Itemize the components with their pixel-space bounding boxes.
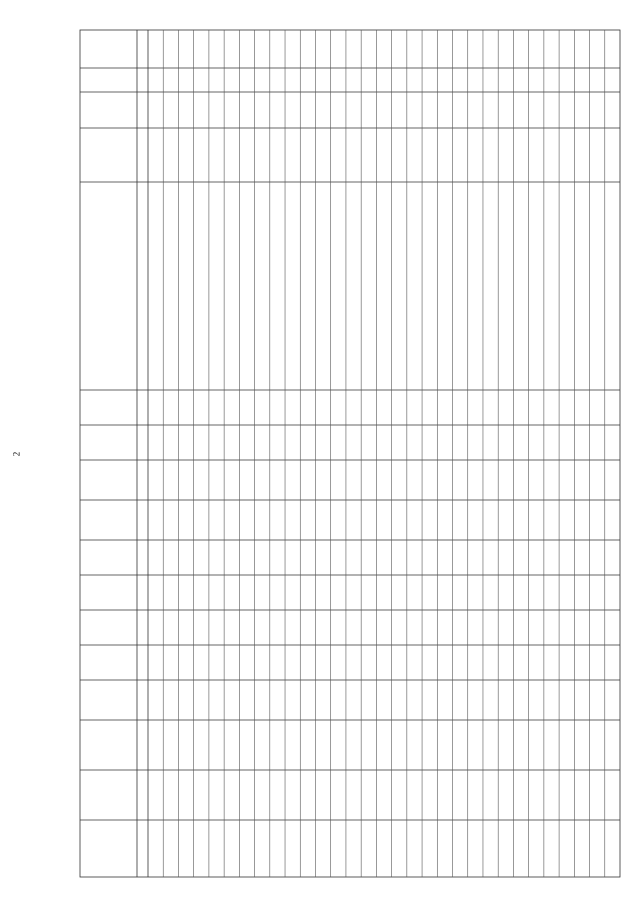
table-frame bbox=[80, 30, 620, 877]
page-number: 2 bbox=[11, 451, 22, 457]
table-rows bbox=[163, 30, 605, 877]
